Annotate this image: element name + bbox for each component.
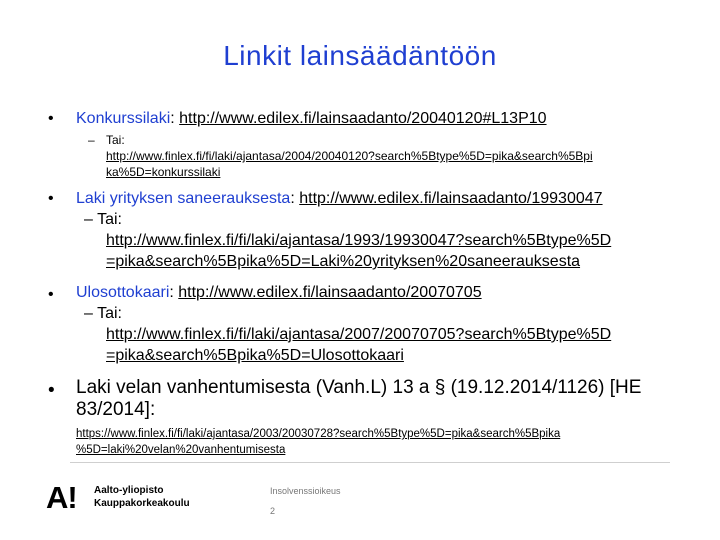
bullet: • [48,190,54,207]
finlex-link-line[interactable]: https://www.finlex.fi/fi/laki/ajantasa/2003/20030728?search%5Btype%5D=pika&search%5Bpika [76,428,561,440]
sub-item-label: Tai: [97,305,122,322]
logo-university: Aalto-yliopisto [94,485,164,496]
item-separator: : [290,190,300,207]
sub-item-label: Tai: [97,211,122,228]
item-label: Konkurssilaki [76,110,171,127]
list-item-konkurssilaki [76,108,547,129]
item-separator: : [170,110,180,127]
slide-title: Linkit lainsäädäntöön [223,40,497,71]
finlex-link-line[interactable]: ka%5D=konkurssilaki [106,165,221,179]
sub-dash: – [84,211,93,228]
finlex-link-line[interactable]: http://www.finlex.fi/fi/laki/ajantasa/1993/19930047?search%5Btype%5D [106,232,612,249]
edilex-link[interactable]: http://www.edilex.fi/lainsaadanto/19930047 [299,190,603,207]
logo-school: Kauppakorkeakoulu [94,498,190,509]
page-number: 2 [270,506,276,516]
finlex-link-line[interactable]: =pika&search%5Bpika%5D=Ulosottokaari [106,347,404,364]
edilex-link[interactable]: http://www.edilex.fi/lainsaadanto/20070705 [178,284,482,301]
finlex-link-line[interactable]: =pika&search%5Bpika%5D=Laki%20yrityksen%20saneerauksesta [106,253,581,270]
aalto-logo [46,480,77,516]
item-text-line: Laki velan vanhentumisesta (Vanh.L) 13 a § (19.12.2014/1126) [HE [76,377,642,398]
bullet: • [48,110,54,127]
footer-divider [70,462,670,463]
item-text-line: 83/2014]: [76,399,156,420]
bullet: • [48,380,55,401]
sub-dash: – [84,305,93,322]
finlex-link-line[interactable]: http://www.finlex.fi/fi/laki/ajantasa/2004/20040120?search%5Btype%5D=pika&search%5Bpi [106,149,593,163]
bullet: • [48,286,54,303]
finlex-link-block [76,426,560,458]
aalto-logo-text [94,484,190,510]
edilex-link[interactable]: http://www.edilex.fi/lainsaadanto/20040120#L13P10 [179,110,547,127]
list-item-ulosottokaari [76,282,611,366]
sub-item-label: Tai: [106,133,125,147]
sub-item-alternative [106,132,593,180]
sub-dash: – [88,133,95,147]
item-separator: : [169,284,179,301]
aalto-logo-mark: A! [46,480,77,515]
finlex-link-line[interactable]: %5D=laki%20velan%20vanhentumisesta [76,444,286,456]
list-item-vanhentumislaki [76,377,641,421]
footer-subject: Insolvenssioikeus [270,486,341,496]
finlex-link-line[interactable]: http://www.finlex.fi/fi/laki/ajantasa/2007/20070705?search%5Btype%5D [106,326,612,343]
item-label: Laki yrityksen saneerauksesta [76,190,291,207]
item-label: Ulosottokaari [76,284,170,301]
list-item-yrityssaneeraus [76,188,611,272]
